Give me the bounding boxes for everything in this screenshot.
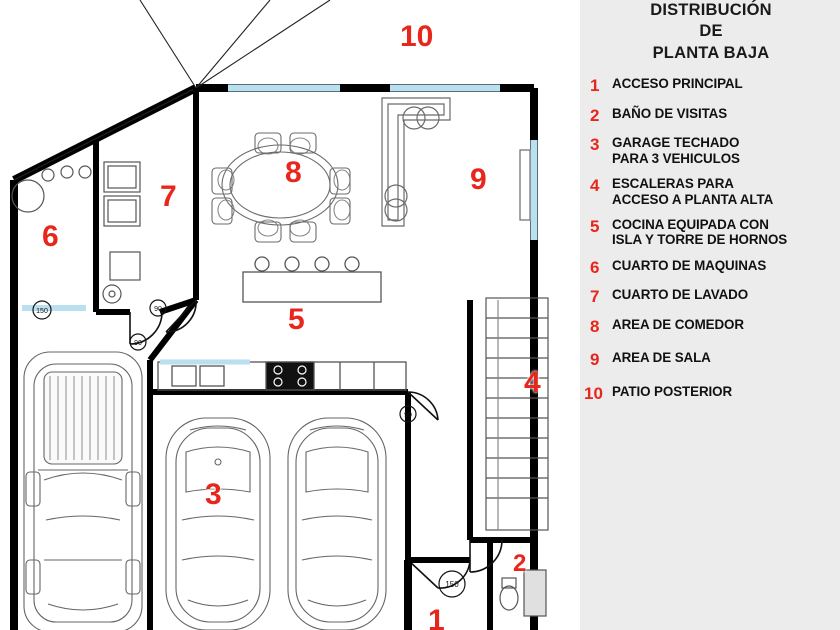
plan-marker-5: 5 — [288, 303, 305, 336]
plan-marker-4: 4 — [524, 366, 541, 399]
svg-text:90: 90 — [404, 412, 412, 419]
plan-marker-8: 8 — [285, 156, 302, 189]
legend-item-10-label: PATIO POSTERIOR — [612, 384, 733, 400]
legend-item-10-number: 10 — [584, 384, 603, 404]
legend-item-9-number: 9 — [590, 350, 600, 370]
plan-marker-1: 1 — [428, 604, 445, 630]
legend-item-1-number: 1 — [590, 76, 600, 96]
legend-item-6 — [590, 258, 832, 278]
legend-item-2 — [590, 106, 832, 126]
legend-item-4-label: ESCALERAS PARA ACCESO A PLANTA ALTA — [612, 176, 774, 207]
plan-marker-6: 6 — [42, 220, 59, 253]
legend-item-4-number: 4 — [590, 176, 600, 196]
legend-item-8-number: 8 — [590, 316, 600, 336]
legend-item-1 — [590, 76, 832, 96]
legend-item-6-label: CUARTO DE MAQUINAS — [612, 257, 767, 273]
legend-item-10 — [584, 384, 832, 404]
legend-item-7-number: 7 — [590, 287, 600, 307]
svg-text:150: 150 — [36, 308, 48, 315]
legend-item-7 — [590, 287, 832, 307]
legend-title-line-1: DISTRIBUCIÓN — [650, 1, 772, 19]
legend-item-4 — [590, 176, 832, 207]
legend-panel — [580, 0, 840, 630]
svg-text:150: 150 — [445, 580, 459, 589]
legend-item-5-number: 5 — [590, 217, 600, 237]
legend-item-3-label: GARAGE TECHADO PARA 3 VEHICULOS — [612, 135, 740, 166]
legend-item-3 — [590, 135, 832, 166]
plan-marker-7: 7 — [160, 180, 177, 213]
legend-item-7-label: CUARTO DE LAVADO — [612, 287, 749, 303]
legend-item-6-number: 6 — [590, 257, 600, 277]
legend-item-8 — [590, 317, 832, 337]
svg-text:90: 90 — [154, 306, 162, 313]
legend-item-2-label: BAÑO DE VISITAS — [612, 105, 728, 121]
plan-marker-10: 10 — [400, 20, 434, 53]
plan-marker-9: 9 — [470, 163, 487, 196]
legend-item-9-label: AREA DE SALA — [612, 350, 711, 366]
legend-item-2-number: 2 — [590, 105, 600, 125]
legend-item-3-number: 3 — [590, 135, 600, 155]
legend-title — [590, 0, 832, 64]
legend-title-line-2: DE — [699, 22, 723, 41]
legend-title-line-3: PLANTA BAJA — [652, 43, 770, 62]
svg-text:90: 90 — [134, 340, 142, 347]
legend-item-1-label: ACCESO PRINCIPAL — [612, 76, 743, 92]
legend-item-5-label: COCINA EQUIPADA CON ISLA Y TORRE DE HORNOS — [612, 217, 788, 248]
plan-marker-3: 3 — [205, 478, 222, 511]
plan-marker-2: 2 — [513, 550, 527, 577]
legend-item-9 — [590, 350, 832, 370]
legend-item-5 — [590, 217, 832, 248]
legend-item-8-label: AREA DE COMEDOR — [612, 316, 744, 332]
